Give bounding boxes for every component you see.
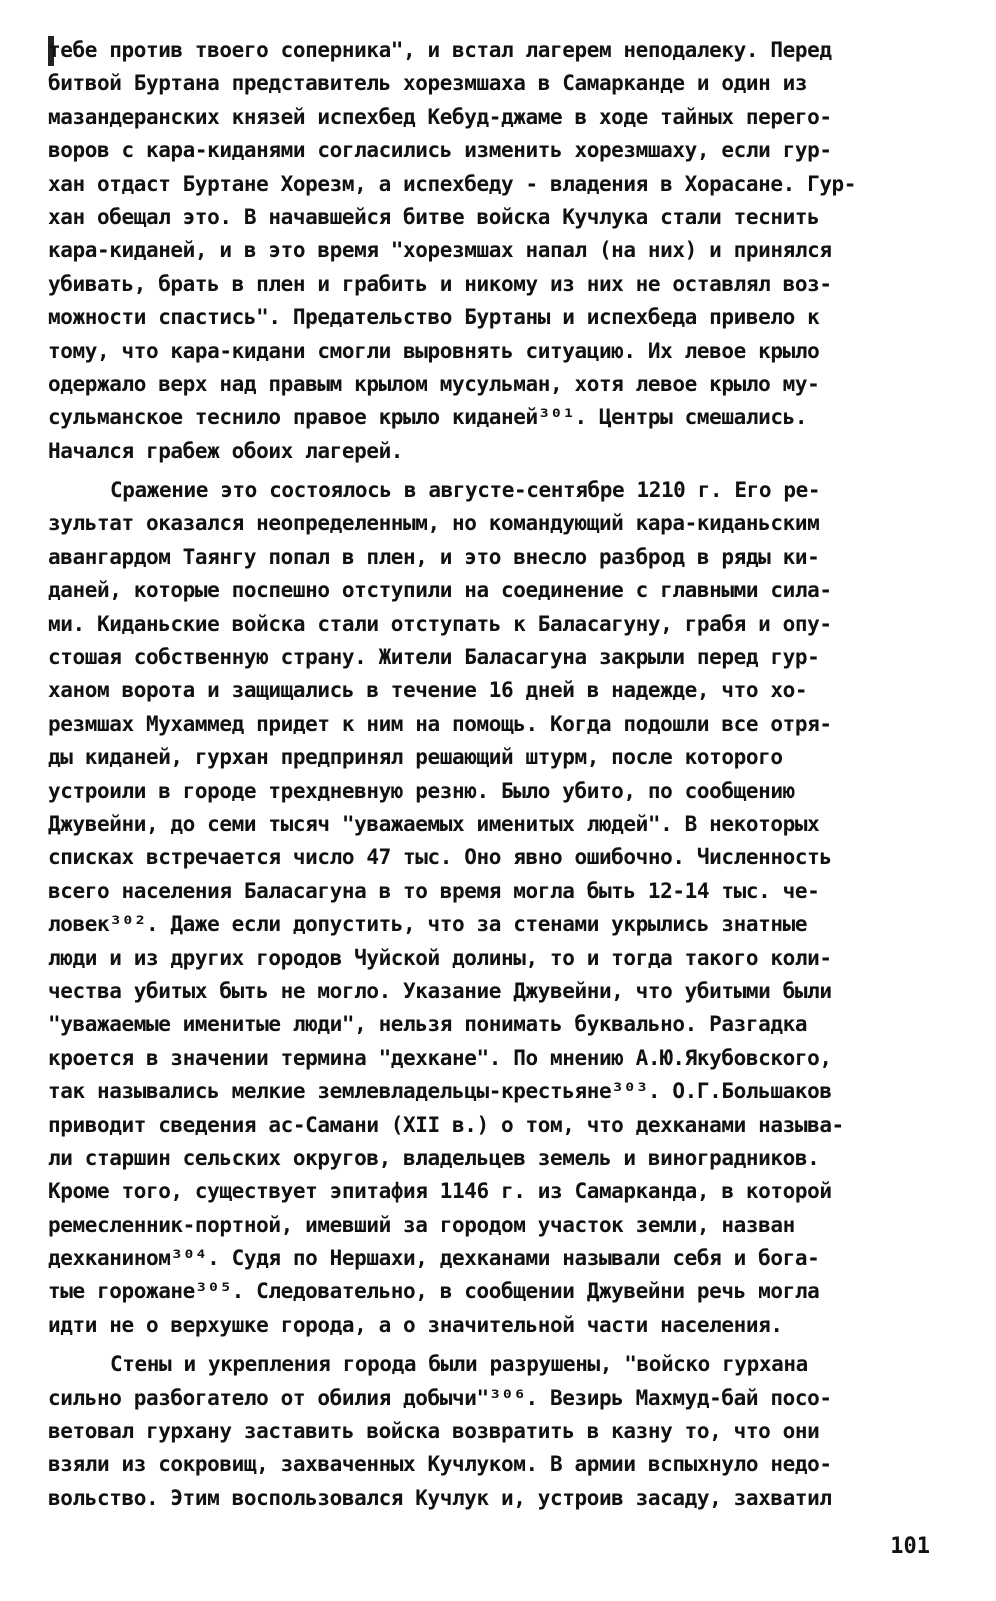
text-line: приводит сведения ас-Самани (XII в.) о том, что дехканами называ- <box>48 1112 844 1137</box>
text-line: кара-киданей, и в это время "хорезмшах напал (на них) и принялся <box>48 238 832 263</box>
text-line: ми. Киданьские войска стали отступать к Баласагуну, грабя и опу- <box>48 611 832 636</box>
text-line: даней, которые поспешно отступили на соединение с главными сила- <box>48 578 832 603</box>
text-line: "уважаемые именитые люди", нельзя понимать буквально. Разгадка <box>48 1012 808 1037</box>
text-line: хан обещал это. В начавшейся битве войска Кучлука стали теснить <box>48 204 820 229</box>
text-line: зультат оказался неопределенным, но командующий кара-киданьским <box>48 511 820 536</box>
text-line: тому, что кара-кидани смогли выровнять ситуацию. Их левое крыло <box>48 338 820 363</box>
text-line: Начался грабеж обоих лагерей. <box>48 438 404 463</box>
text-line: стошая собственную страну. Жители Баласагуна закрыли перед гур- <box>48 645 820 670</box>
text-line: кроется в значении термина "дехкане". По мнению А.Ю.Якубовского, <box>48 1045 832 1070</box>
text-line: воров с кара-киданями согласились изменить хорезмшаху, если гур- <box>48 138 832 163</box>
text-line: устроили в городе трехдневную резню. Было убито, по сообщению <box>48 778 795 803</box>
text-line: ветовал гурхану заставить войска возвратить в казну то, что они <box>48 1419 820 1444</box>
text-line: дехканином³⁰⁴. Судя по Нершахи, дехканами называли себя и бога- <box>48 1246 820 1271</box>
text-line: ремесленник-портной, имевший за городом участок земли, назван <box>48 1212 795 1237</box>
text-line: битвой Буртана представитель хорезмшаха в Самарканде и один из <box>48 71 808 96</box>
body-text <box>48 34 948 1515</box>
text-line: люди и из других городов Чуйской долины, то и тогда такого коли- <box>48 945 832 970</box>
text-line: ханом ворота и защищались в течение 16 дней в надежде, что хо- <box>48 678 808 703</box>
text-line: списках встречается число 47 тыс. Оно явно ошибочно. Численность <box>48 845 832 870</box>
text-line: ловек³⁰². Даже если допустить, что за стенами укрылись знатные <box>48 912 808 937</box>
text-line: взяли из сокровищ, захваченных Кучлуком. В армии вспыхнуло недо- <box>48 1452 832 1477</box>
text-line: тые горожане³⁰⁵. Следовательно, в сообщении Джувейни речь могла <box>48 1279 820 1304</box>
text-line: Кроме того, существует эпитафия 1146 г. из Самарканда, в которой <box>48 1179 832 1204</box>
text-line: Стены и укрепления города были разрушены, "войско гурхана <box>110 1352 808 1377</box>
text-line: всего населения Баласагуна в то время могла быть 12-14 тыс. че- <box>48 878 820 903</box>
paragraph-1 <box>48 34 948 468</box>
text-line: можности спастись". Предательство Буртаны и испехбеда привело к <box>48 305 820 330</box>
text-line: чества убитых быть не могло. Указание Джувейни, что убитыми были <box>48 978 832 1003</box>
text-line: идти не о верхушке города, а о значительной части населения. <box>48 1312 783 1337</box>
paragraph-3 <box>48 1348 948 1515</box>
text-line: авангардом Таянгу попал в плен, и это внесло разброд в ряды ки- <box>48 544 820 569</box>
text-line: Джувейни, до семи тысяч "уважаемых именитых людей". В некоторых <box>48 811 820 836</box>
text-line: убивать, брать в плен и грабить и никому из них не оставлял воз- <box>48 271 832 296</box>
text-line: вольство. Этим воспользовался Кучлук и, устроив засаду, захватил <box>48 1485 832 1510</box>
page-number: 101 <box>890 1534 930 1559</box>
text-line: резмшах Мухаммед придет к ним на помощь. Когда подошли все отря- <box>48 711 832 736</box>
text-line: одержало верх над правым крылом мусульман, хотя левое крыло му- <box>48 371 820 396</box>
text-line: так назывались мелкие землевладельцы-крестьяне³⁰³. О.Г.Большаков <box>48 1079 832 1104</box>
text-line: хан отдаст Буртане Хорезм, а испехбеду - владения в Хорасане. Гур- <box>48 171 857 196</box>
text-line: мазандеранских князей испехбед Кебуд-джаме в ходе тайных перего- <box>48 104 832 129</box>
text-line: ды киданей, гурхан предпринял решающий штурм, после которого <box>48 745 783 770</box>
text-line: Сражение это состоялось в августе-сентябре 1210 г. Его ре- <box>110 478 821 503</box>
paragraph-2 <box>48 474 948 1342</box>
text-line: сульманское теснило правое крыло киданей³⁰¹. Центры смешались. <box>48 405 808 430</box>
text-line: тебе против твоего соперника", и встал лагерем неподалеку. Перед <box>48 38 832 62</box>
text-line: ли старшин сельских округов, владельцев земель и виноградников. <box>48 1145 820 1170</box>
text-line: сильно разбогатело от обилия добычи"³⁰⁶. Везирь Махмуд-бай посо- <box>48 1385 832 1410</box>
